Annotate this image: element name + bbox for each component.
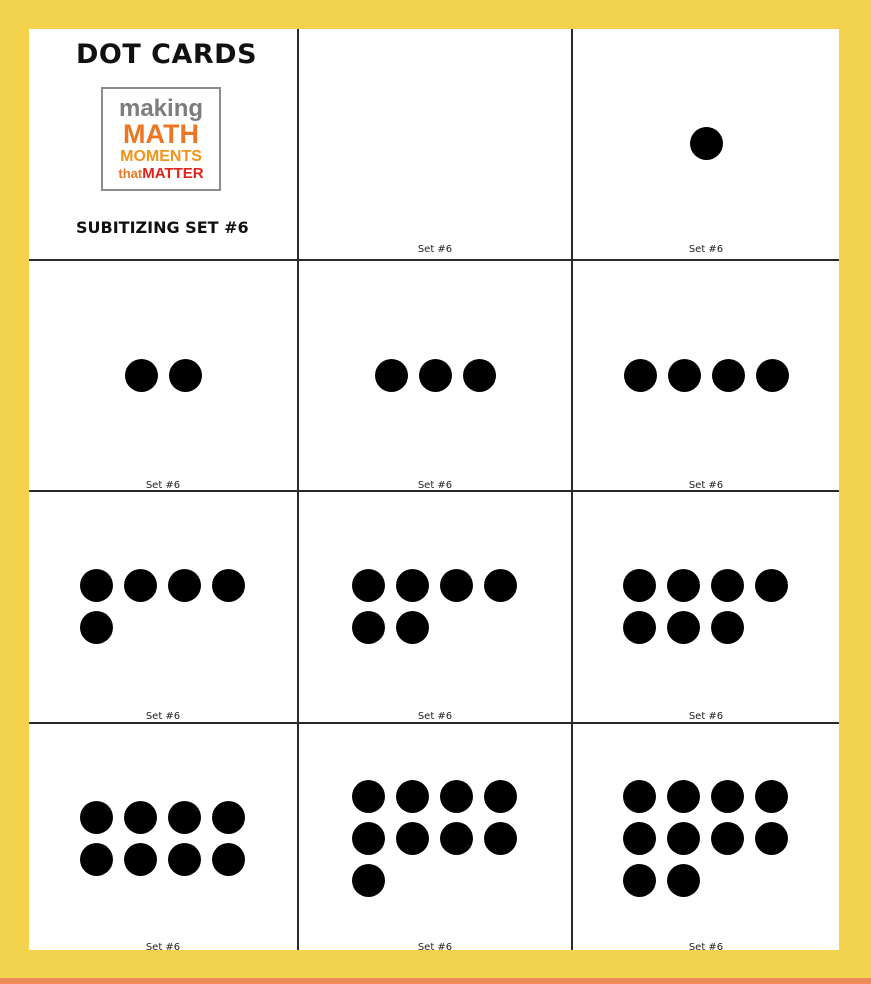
dot-row — [352, 611, 519, 644]
logo-tagline — [118, 166, 203, 181]
dot — [484, 822, 517, 855]
dot-group — [573, 569, 839, 644]
dot-card — [299, 492, 571, 722]
dot — [711, 569, 744, 602]
dot — [80, 569, 113, 602]
dot-card — [573, 492, 839, 722]
set-label: Set #6 — [688, 711, 724, 722]
dot — [667, 780, 700, 813]
dot-card — [29, 724, 297, 950]
dot-row — [623, 569, 790, 602]
logo-text-making: making — [118, 95, 204, 122]
dot-row — [375, 359, 496, 392]
dot-row — [352, 822, 519, 855]
set-label: Set #6 — [688, 480, 724, 491]
dot-card-sheet — [29, 29, 839, 950]
dot — [352, 611, 385, 644]
set-label: Set #6 — [688, 244, 724, 255]
dot-row — [125, 359, 202, 392]
dot-row — [80, 611, 247, 644]
dot — [623, 780, 656, 813]
dot-card — [299, 261, 571, 490]
set-label: Set #6 — [417, 480, 453, 491]
dot — [756, 359, 789, 392]
set-label: Set #6 — [145, 480, 181, 491]
dot-group — [299, 569, 571, 644]
dot — [440, 569, 473, 602]
logo-text-matter: MATTER — [142, 165, 204, 182]
dot — [667, 822, 700, 855]
dot — [755, 569, 788, 602]
dot-card — [573, 724, 839, 950]
dot-card — [573, 261, 839, 490]
dot-group — [299, 359, 571, 392]
dot-row — [80, 843, 247, 876]
dot — [125, 359, 158, 392]
set-label: Set #6 — [145, 711, 181, 722]
set-label: Set #6 — [417, 942, 453, 950]
dot — [690, 127, 723, 160]
dot — [168, 801, 201, 834]
logo-text-math: MATH — [123, 119, 199, 149]
dot — [80, 801, 113, 834]
dot — [463, 359, 496, 392]
dot — [396, 780, 429, 813]
dot — [667, 864, 700, 897]
dot-row — [352, 864, 519, 897]
dot-row — [623, 611, 790, 644]
dot — [755, 822, 788, 855]
logo-text-that: that — [118, 166, 143, 181]
dot-row — [80, 801, 247, 834]
dot — [352, 822, 385, 855]
dot — [667, 569, 700, 602]
dot — [80, 611, 113, 644]
dot — [396, 822, 429, 855]
dot — [712, 359, 745, 392]
logo-text-moments: MOMENTS — [120, 148, 202, 165]
dot — [755, 780, 788, 813]
dot — [668, 359, 701, 392]
dot — [419, 359, 452, 392]
dot-card — [29, 492, 297, 722]
dot-card — [299, 724, 571, 950]
page-subtitle: SUBITIZING SET #6 — [76, 218, 249, 237]
dot — [352, 864, 385, 897]
dot-group — [29, 801, 297, 876]
dot — [168, 569, 201, 602]
dot-row — [624, 359, 789, 392]
dot-group — [573, 359, 839, 392]
set-label: Set #6 — [145, 942, 181, 950]
dot — [375, 359, 408, 392]
dot-group — [29, 569, 297, 644]
set-label: Set #6 — [417, 244, 453, 255]
dot — [396, 611, 429, 644]
making-math-moments-logo — [101, 87, 221, 191]
page-title: DOT CARDS — [76, 39, 258, 70]
dot — [711, 611, 744, 644]
dot-group — [29, 359, 297, 392]
dot — [124, 569, 157, 602]
dot — [623, 569, 656, 602]
dot — [124, 843, 157, 876]
dot-row — [352, 780, 519, 813]
dot — [396, 569, 429, 602]
set-label: Set #6 — [688, 942, 724, 950]
bottom-edge-strip — [0, 978, 871, 984]
dot — [711, 780, 744, 813]
dot — [352, 569, 385, 602]
dot-card — [29, 261, 297, 490]
dot-group — [573, 780, 839, 897]
dot — [80, 843, 113, 876]
dot-card — [573, 29, 839, 259]
dot — [623, 822, 656, 855]
dot-row — [352, 569, 519, 602]
dot — [124, 801, 157, 834]
title-card — [29, 29, 297, 259]
dot — [667, 611, 700, 644]
dot — [623, 611, 656, 644]
dot — [212, 801, 245, 834]
set-label: Set #6 — [417, 711, 453, 722]
dot — [484, 569, 517, 602]
dot — [212, 569, 245, 602]
dot — [624, 359, 657, 392]
dot — [168, 843, 201, 876]
dot — [440, 822, 473, 855]
dot — [212, 843, 245, 876]
dot-row — [623, 780, 790, 813]
dot-group — [299, 780, 571, 897]
dot — [169, 359, 202, 392]
dot-group — [573, 127, 839, 160]
dot — [440, 780, 473, 813]
dot-card — [299, 29, 571, 259]
dot-row — [690, 127, 723, 160]
dot-row — [623, 822, 790, 855]
dot-row — [623, 864, 790, 897]
dot — [623, 864, 656, 897]
dot-row — [80, 569, 247, 602]
dot — [711, 822, 744, 855]
dot — [484, 780, 517, 813]
dot — [352, 780, 385, 813]
